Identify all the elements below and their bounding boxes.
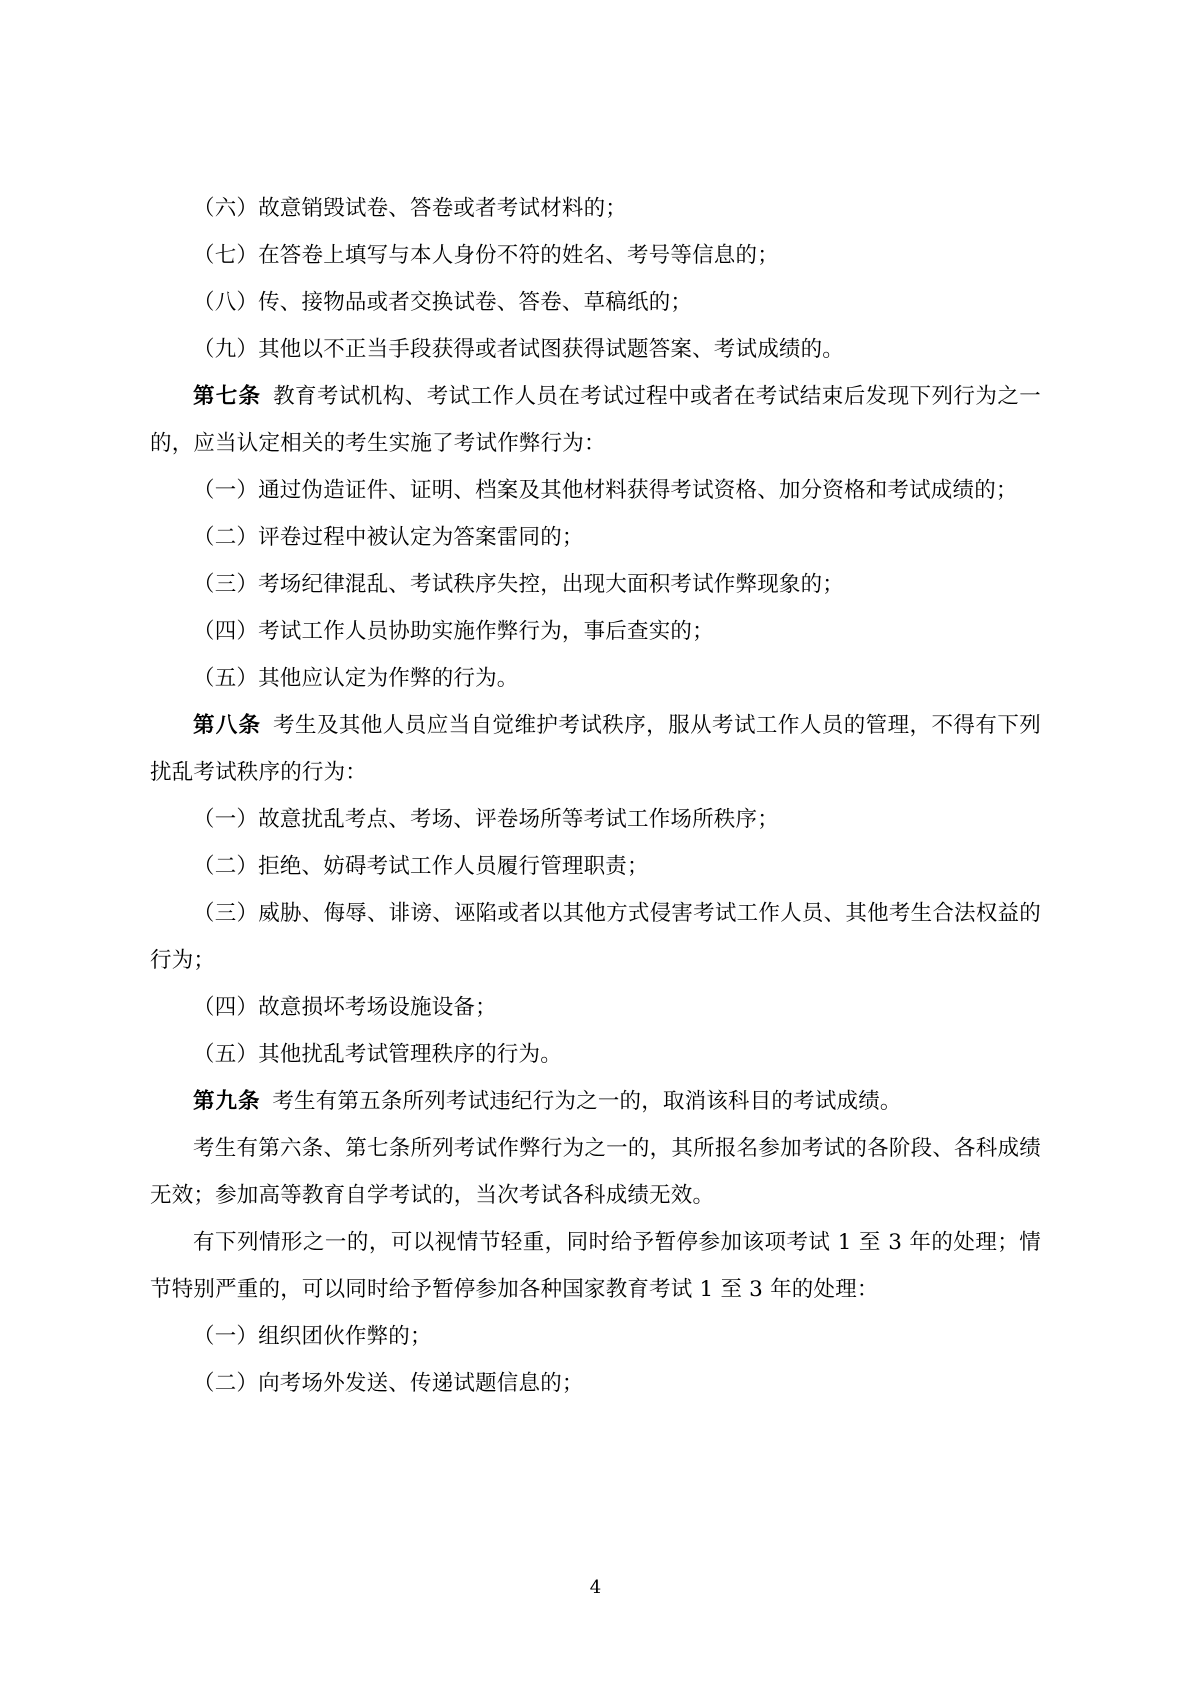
list-item: （二）评卷过程中被认定为答案雷同的； <box>193 525 584 550</box>
list-item: （二）向考场外发送、传递试题信息的； <box>193 1371 584 1396</box>
list-item: （九）其他以不正当手段获得或者试图获得试题答案、考试成绩的。 <box>193 337 845 362</box>
list-item: （一）组织团伙作弊的； <box>193 1324 432 1349</box>
article-text: 教育考试机构、考试工作人员在考试过程中或者在考试结束后发现下列行为之一的，应当认定相关的考生实施了考试作弊行为： <box>150 384 1041 456</box>
list-item: （三）考场纪律混乱、考试秩序失控，出现大面积考试作弊现象的； <box>193 572 845 597</box>
list-item: （八）传、接物品或者交换试卷、答卷、草稿纸的； <box>193 290 693 315</box>
list-item: （四）故意损坏考场设施设备； <box>193 995 497 1020</box>
article-text: 考生及其他人员应当自觉维护考试秩序，服从考试工作人员的管理，不得有下列扰乱考试秩序的行为： <box>150 713 1041 785</box>
document-body <box>150 185 1041 1407</box>
paragraph: 考生有第六条、第七条所列考试作弊行为之一的，其所报名参加考试的各阶段、各科成绩无效；参加高等教育自学考试的，当次考试各科成绩无效。 <box>150 1136 1041 1208</box>
list-item: （三）威胁、侮辱、诽谤、诬陷或者以其他方式侵害考试工作人员、其他考生合法权益的行为； <box>150 901 1041 973</box>
article-paragraph <box>150 1078 1041 1125</box>
list-item: （二）拒绝、妨碍考试工作人员履行管理职责； <box>193 854 649 879</box>
list-item: （六）故意销毁试卷、答卷或者考试材料的； <box>193 196 628 221</box>
list-item: （一）通过伪造证件、证明、档案及其他材料获得考试资格、加分资格和考试成绩的； <box>193 478 1018 503</box>
list-item: （五）其他扰乱考试管理秩序的行为。 <box>193 1042 562 1067</box>
article-heading: 第七条 <box>193 384 262 409</box>
article-heading: 第九条 <box>193 1089 261 1114</box>
list-item: （四）考试工作人员协助实施作弊行为，事后查实的； <box>193 619 714 644</box>
list-item: （七）在答卷上填写与本人身份不符的姓名、考号等信息的； <box>193 243 779 268</box>
article-paragraph <box>150 373 1041 467</box>
page-number: 4 <box>589 1577 602 1598</box>
paragraph: 有下列情形之一的，可以视情节轻重，同时给予暂停参加该项考试 1 至 3 年的处理；情节特别严重的，可以同时给予暂停参加各种国家教育考试 1 至 3 年的处理： <box>150 1230 1041 1302</box>
article-paragraph <box>150 702 1041 796</box>
list-item: （一）故意扰乱考点、考场、评卷场所等考试工作场所秩序； <box>193 807 779 832</box>
list-item: （五）其他应认定为作弊的行为。 <box>193 666 519 691</box>
article-heading: 第八条 <box>193 713 262 738</box>
article-text: 考生有第五条所列考试违纪行为之一的，取消该科目的考试成绩。 <box>272 1089 902 1114</box>
